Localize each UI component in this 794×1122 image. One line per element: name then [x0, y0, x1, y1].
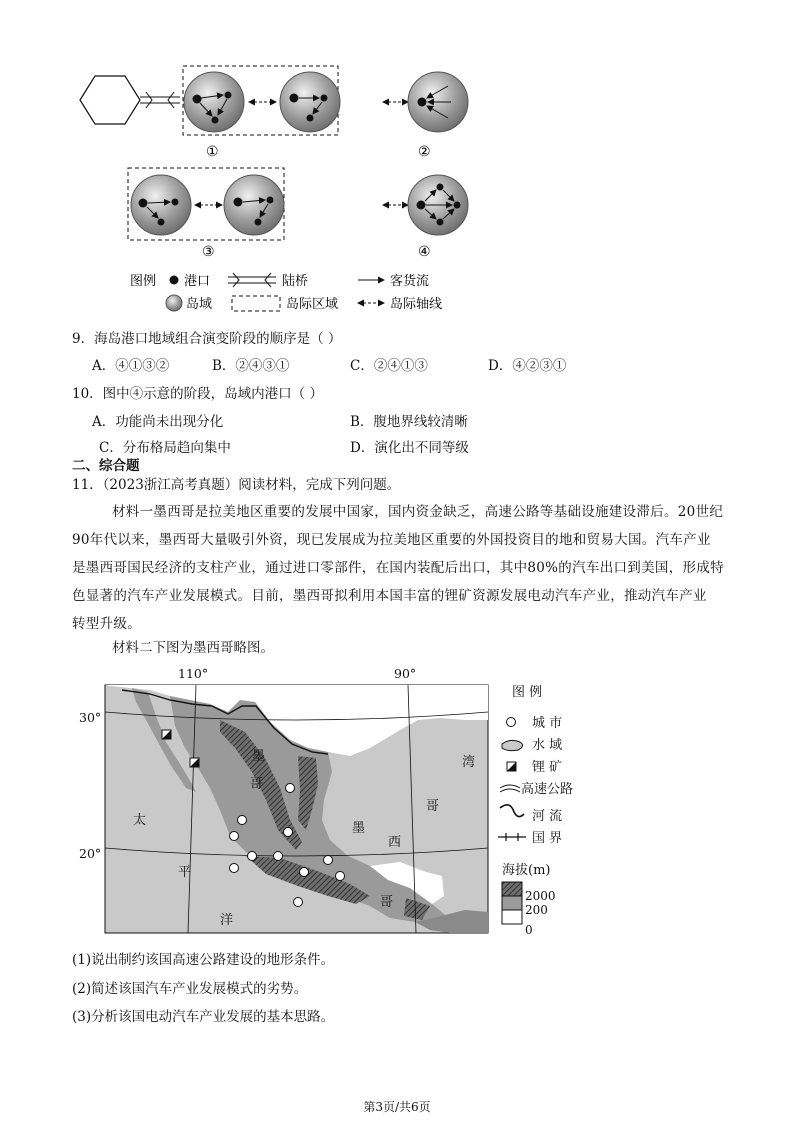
- stage1-island-left: [184, 72, 244, 132]
- legend-title: 图例: [130, 274, 157, 289]
- lon-label-90: 90°: [394, 666, 417, 681]
- stage2-label: ②: [418, 144, 431, 160]
- material1-line: 材料一墨西哥是拉美地区重要的发展中国家，国内资金缺乏，高速公路等基础设施建设滞后。20世纪: [112, 504, 724, 520]
- q9-option-a[interactable]: A．④①③②: [92, 358, 170, 374]
- lat-label-20: 20°: [79, 846, 102, 861]
- legend-land-bridge: 陆桥: [282, 274, 309, 289]
- stage4-label: ④: [418, 244, 431, 260]
- land-bridge-symbol: [140, 92, 180, 108]
- map-legend-highway: 高速公路: [521, 782, 574, 797]
- page-footer: 第3页/共6页: [363, 1100, 431, 1114]
- legend-inter-island-axis: 岛际轴线: [390, 297, 443, 312]
- legend-flow: 客货流: [390, 274, 430, 289]
- stage2-island: [408, 72, 468, 132]
- inter-island-area-icon: [232, 296, 280, 311]
- highway-icon-line: [500, 789, 520, 792]
- land-bridge-icon: [228, 273, 276, 287]
- material1-line: 色显著的汽车产业发展模式。目前，墨西哥拟利用本国丰富的锂矿资源发展电动汽车产业，推动汽车产业: [72, 588, 707, 604]
- q9-option-c[interactable]: C．②④①③: [350, 358, 428, 374]
- lat-label-30: 30°: [79, 710, 102, 725]
- map-legend: [498, 685, 573, 937]
- q10-option-b[interactable]: B．腹地界线较清晰: [350, 414, 468, 430]
- label-mo1: 墨: [252, 749, 266, 764]
- stage3-island-left: [131, 175, 191, 235]
- water-icon: [502, 740, 523, 750]
- material1: [72, 498, 732, 638]
- elev-0-label: 0: [525, 923, 533, 937]
- stage3-label: ③: [202, 244, 215, 260]
- q9-option-b[interactable]: B．②④③①: [212, 358, 290, 374]
- label-tai: 太: [133, 813, 147, 828]
- label-ge3: 哥: [380, 895, 394, 910]
- section-heading: 二、综合题: [72, 458, 140, 474]
- label-ge2: 哥: [426, 799, 440, 814]
- stage4-island: [408, 175, 468, 235]
- legend-island: 岛域: [186, 297, 213, 312]
- stage3-island-right: [224, 175, 284, 235]
- elev-low-swatch: [502, 910, 522, 924]
- stage1-island-right: [280, 72, 340, 132]
- q10-option-a[interactable]: A．功能尚未出现分化: [92, 414, 224, 430]
- map-legend-elevation-title: 海拔(m): [502, 863, 551, 878]
- q10-stem: 10．图中④示意的阶段，岛域内港口（ ）: [72, 386, 323, 402]
- sub-question-3: (3)分析该国电动汽车产业发展的基本思路。: [72, 1009, 335, 1025]
- label-xi: 西: [388, 835, 402, 850]
- legend-inter-island-area: 岛际区域: [286, 297, 339, 312]
- highway-icon: [500, 785, 520, 788]
- q11-intro: 11．（2023浙江高考真题）阅读材料，完成下列问题。: [72, 477, 401, 493]
- material1-line: 90年代以来，墨西哥大量吸引外资，现已发展成为拉美地区重要的外国投资目的地和贸易大国。汽车产业: [72, 532, 711, 548]
- q10-option-c[interactable]: C．分布格局趋向集中: [99, 440, 231, 456]
- land-hexagon: [80, 76, 140, 124]
- sub-question-2: (2)简述该国汽车产业发展模式的劣势。: [72, 981, 308, 997]
- stage1-label: ①: [206, 144, 219, 160]
- label-wan: 湾: [462, 755, 476, 770]
- elev-high-swatch: [502, 882, 522, 896]
- sub-question-1: (1)说出制约该国高速公路建设的地形条件。: [72, 952, 335, 968]
- map-legend-river: 河 流: [532, 809, 563, 824]
- border-icon: [498, 833, 526, 841]
- q9-option-d[interactable]: D．④②③①: [488, 358, 567, 374]
- legend-port: 港口: [184, 274, 211, 289]
- q9-stem: 9．海岛港口地域组合演变阶段的顺序是（ ）: [72, 331, 342, 347]
- map-legend-city: 城 市: [532, 716, 563, 731]
- elev-2000-label: 2000: [525, 889, 556, 903]
- island-icon: [166, 295, 182, 311]
- port-icon: [170, 276, 179, 285]
- material1-line: 转型升级。: [72, 616, 141, 632]
- material2: 材料二下图为墨西哥略图。: [112, 640, 274, 656]
- map-legend-border: 国 界: [532, 831, 563, 846]
- city-icon: [507, 718, 516, 727]
- label-mo2: 墨: [352, 821, 366, 836]
- elev-mid-swatch: [502, 896, 522, 910]
- material1-line: 是墨西哥国民经济的支柱产业，通过进口零部件，在国内装配后出口，其中80%的汽车出口到美国，形成特: [72, 560, 724, 576]
- map-legend-lithium: 锂 矿: [532, 760, 563, 775]
- lon-label-110: 110°: [178, 666, 209, 681]
- map-legend-title: 图 例: [512, 685, 543, 700]
- river-icon: [500, 805, 524, 817]
- q10-option-d[interactable]: D．演化出不同等级: [350, 440, 469, 456]
- label-ge: 哥: [250, 777, 264, 792]
- label-ping: 平: [178, 865, 192, 880]
- map-legend-water: 水 域: [532, 738, 563, 753]
- label-yang: 洋: [220, 913, 234, 928]
- port-evolution-diagram: [0, 0, 794, 320]
- mexico-map: [70, 660, 600, 945]
- elev-200-label: 200: [525, 903, 548, 917]
